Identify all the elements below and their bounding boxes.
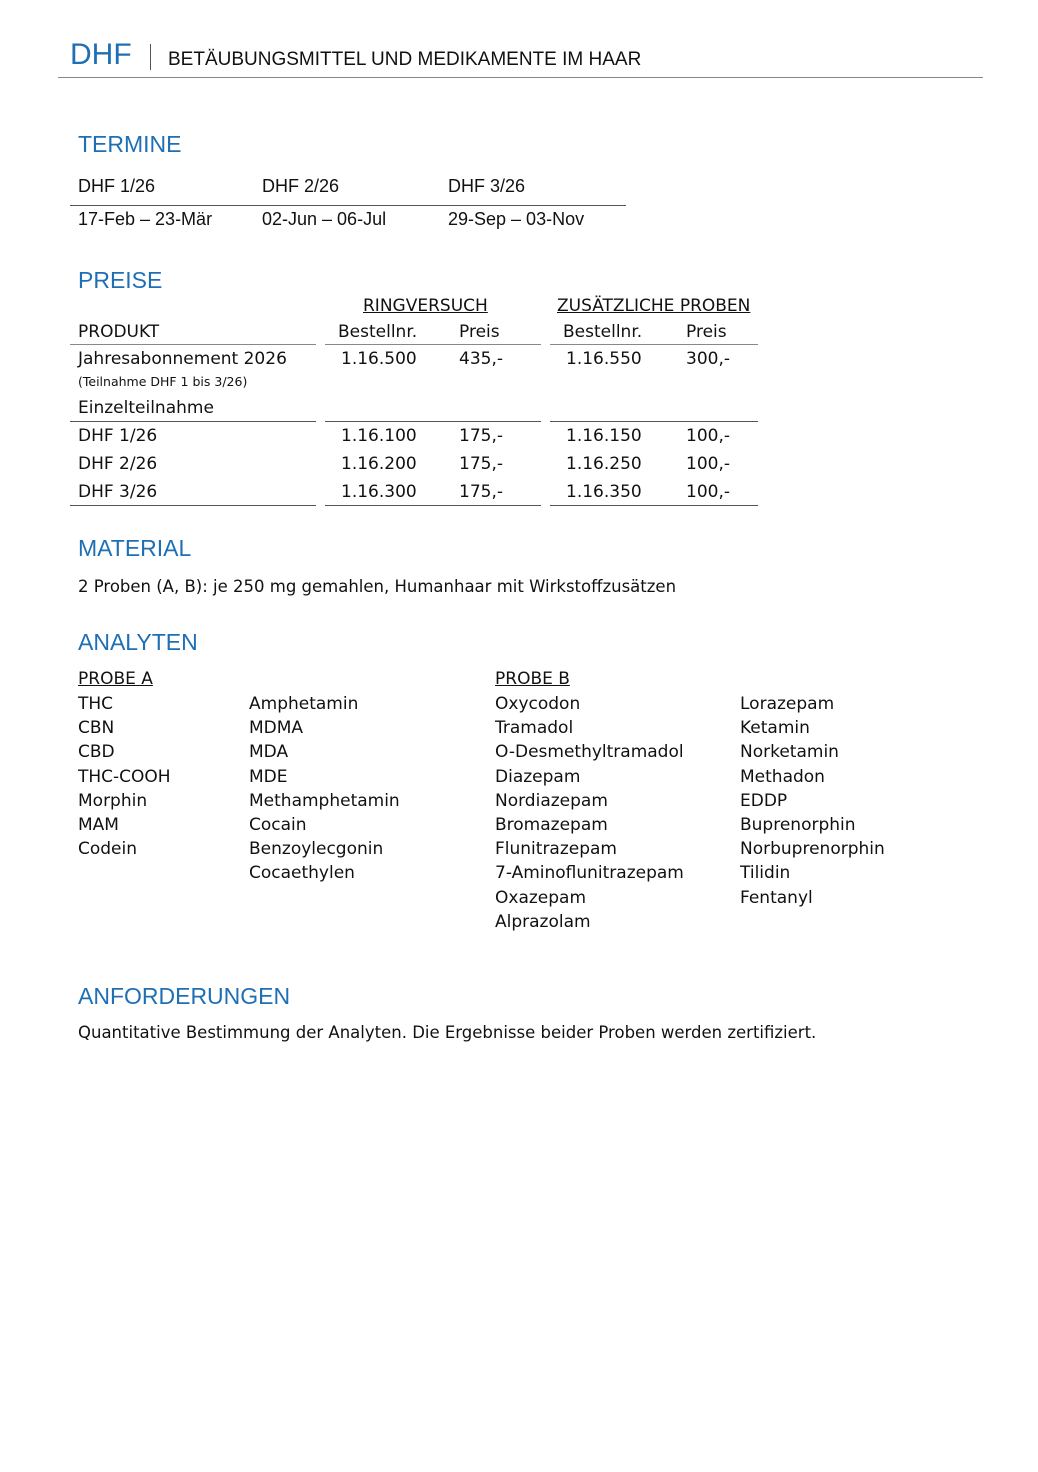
abo-note: (Teilnahme DHF 1 bis 3/26) [78, 374, 248, 389]
preise-rule-header-2 [325, 344, 541, 345]
col-produkt: PRODUKT [78, 322, 160, 342]
col-ring-preis: Preis [459, 322, 500, 342]
analyte-item: Cocain [249, 815, 307, 835]
analyte-item: Diazepam [495, 766, 581, 787]
analyte-item: THC [78, 694, 114, 714]
analyte-item: Alprazolam [495, 911, 591, 932]
termine-date-1: 17-Feb – 23-Mär [78, 209, 213, 229]
analyte-item: Tilidin [740, 863, 791, 884]
header-code: DHF [70, 38, 132, 71]
analyte-item: Norketamin [740, 742, 839, 763]
analyte-item: Fentanyl [740, 887, 813, 908]
analyte-item: Norbuprenorphin [740, 839, 885, 860]
analyte-item: Nordiazepam [495, 790, 608, 811]
group-zusatz: ZUSÄTZLICHE PROBEN [557, 296, 751, 316]
analyte-item: MDE [249, 766, 288, 787]
preise-rule-bottom-1 [70, 505, 316, 506]
col-zus-bestellnr: Bestellnr. [563, 322, 643, 342]
analyte-item: EDDP [740, 790, 788, 811]
row-zus-nr: 1.16.250 [566, 454, 642, 474]
preise-rule-mid-1 [70, 421, 316, 422]
einzel-label: Einzelteilnahme [78, 398, 214, 418]
analyte-item: CBD [78, 742, 115, 763]
analyte-item: MDMA [249, 718, 304, 739]
row-ring-preis: 175,- [459, 426, 503, 446]
preise-rule-bottom-3 [550, 505, 758, 506]
analyte-item: Oxycodon [495, 694, 581, 714]
analyte-item: 7-Aminoflunitrazepam [495, 863, 684, 884]
preise-rule-header-3 [550, 344, 758, 345]
termine-rule [70, 205, 626, 206]
preise-rule-header-1 [70, 344, 316, 345]
analyte-item: O-Desmethyltramadol [495, 742, 684, 763]
abo-name: Jahresabonnement 2026 [78, 349, 287, 369]
analyte-item: Methadon [740, 766, 825, 787]
analyte-item: MDA [249, 742, 289, 763]
abo-ring-preis: 435,- [459, 349, 503, 369]
abo-zus-nr: 1.16.550 [566, 349, 642, 369]
analyte-item: Methamphetamin [249, 790, 400, 811]
analyte-item: Bromazepam [495, 815, 608, 835]
abo-zus-preis: 300,- [686, 349, 730, 369]
analyte-item: Benzoylecgonin [249, 839, 384, 860]
row-ring-nr: 1.16.300 [341, 482, 417, 502]
material-text: 2 Proben (A, B): je 250 mg gemahlen, Humanhaar mit Wirkstoffzusätzen [78, 577, 677, 596]
analyte-item: Morphin [78, 790, 148, 811]
row-zus-preis: 100,- [686, 426, 730, 446]
row-name: DHF 3/26 [78, 482, 158, 502]
analyte-item: CBN [78, 718, 115, 739]
anforderungen-text: Quantitative Bestimmung der Analyten. Die Ergebnisse beider Proben werden zertifiziert. [78, 1023, 817, 1042]
termine-date-3: 29-Sep – 03-Nov [448, 209, 585, 229]
termine-heading: TERMINE [78, 131, 182, 157]
termine-col-2: DHF 2/26 [262, 176, 340, 196]
header-rule [58, 77, 983, 78]
row-zus-nr: 1.16.350 [566, 482, 642, 502]
abo-ring-nr: 1.16.500 [341, 349, 417, 369]
preise-rule-mid-2 [325, 421, 541, 422]
analyte-item: Tramadol [495, 718, 574, 739]
col-zus-preis: Preis [686, 322, 727, 342]
row-ring-preis: 175,- [459, 482, 503, 502]
analyte-item: Cocaethylen [249, 863, 355, 884]
anforderungen-heading: ANFORDERUNGEN [78, 983, 291, 1009]
termine-col-1: DHF 1/26 [78, 176, 156, 196]
row-zus-preis: 100,- [686, 454, 730, 474]
analyte-item: THC-COOH [78, 766, 171, 787]
probe-a-label: PROBE A [78, 669, 153, 689]
analyte-item: Oxazepam [495, 887, 587, 908]
row-ring-nr: 1.16.100 [341, 426, 417, 446]
analyte-item: Flunitrazepam [495, 839, 617, 860]
analyte-item: Ketamin [740, 718, 810, 739]
analyte-item: Lorazepam [740, 694, 835, 714]
termine-date-2: 02-Jun – 06-Jul [262, 209, 387, 229]
preise-heading: PREISE [78, 267, 163, 293]
header-separator [150, 44, 151, 70]
analyte-item: Codein [78, 839, 138, 860]
analyte-item: Buprenorphin [740, 815, 856, 835]
analyte-item: Amphetamin [249, 694, 359, 714]
col-ring-bestellnr: Bestellnr. [338, 322, 418, 342]
material-heading: MATERIAL [78, 535, 192, 561]
row-name: DHF 2/26 [78, 454, 158, 474]
group-ringversuch: RINGVERSUCH [363, 296, 488, 316]
preise-rule-mid-3 [550, 421, 758, 422]
row-zus-preis: 100,- [686, 482, 730, 502]
row-ring-nr: 1.16.200 [341, 454, 417, 474]
row-name: DHF 1/26 [78, 426, 158, 446]
header-title: BETÄUBUNGSMITTEL UND MEDIKAMENTE IM HAAR [168, 49, 642, 70]
row-ring-preis: 175,- [459, 454, 503, 474]
preise-rule-bottom-2 [325, 505, 541, 506]
row-zus-nr: 1.16.150 [566, 426, 642, 446]
termine-col-3: DHF 3/26 [448, 176, 526, 196]
probe-b-label: PROBE B [495, 669, 570, 689]
analyten-heading: ANALYTEN [78, 629, 198, 655]
analyte-item: MAM [78, 815, 119, 835]
